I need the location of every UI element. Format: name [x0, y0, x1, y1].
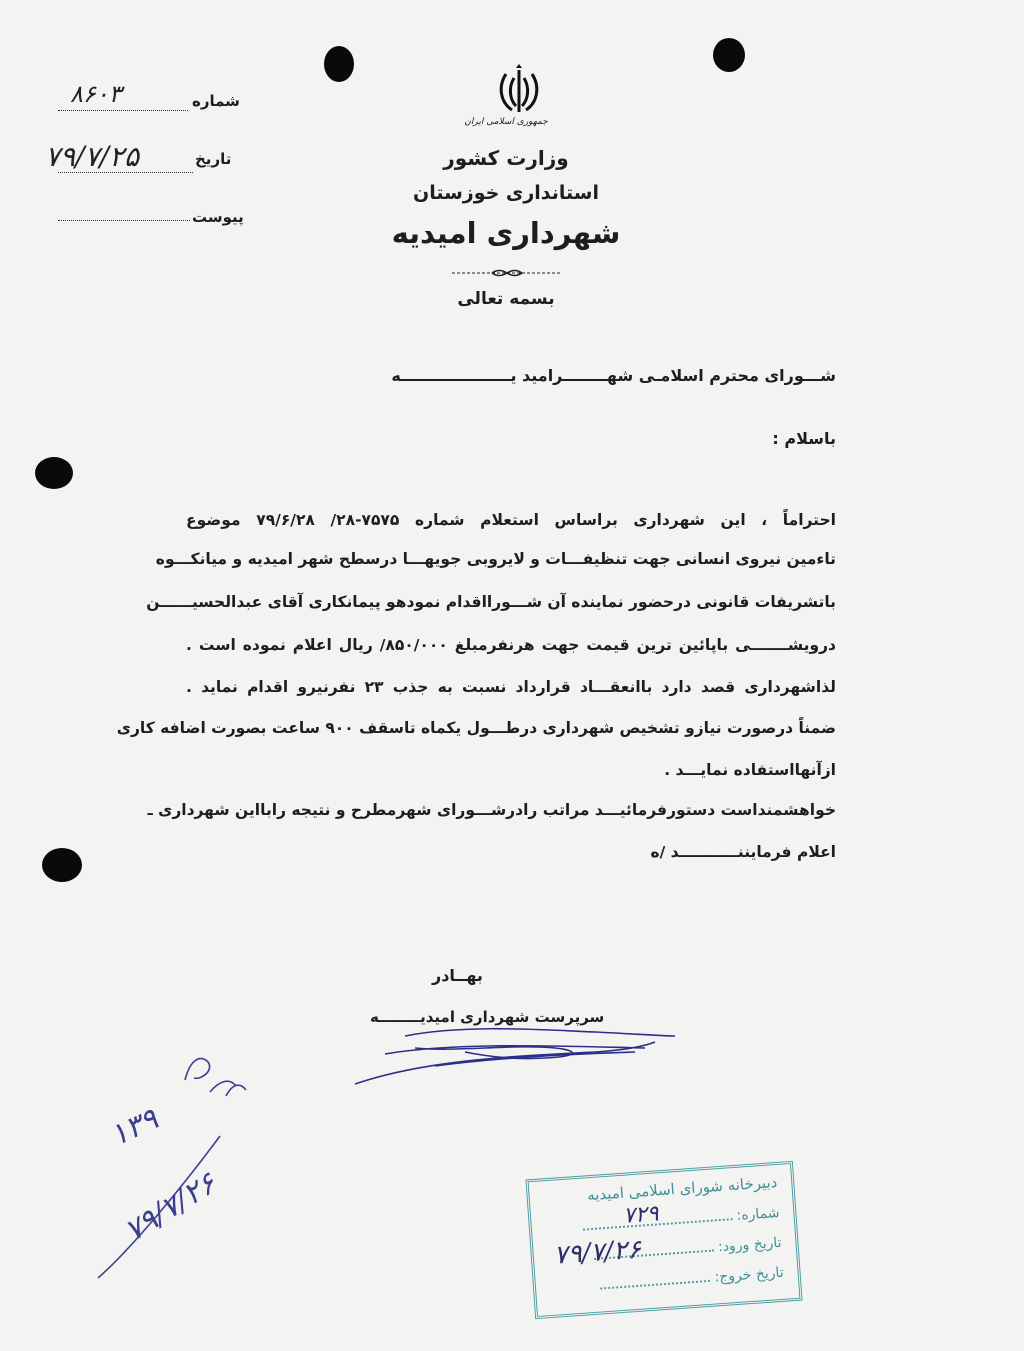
ornamental-divider: [452, 263, 562, 273]
receipt-stamp: [525, 1161, 802, 1319]
municipality-title: شهرداری امیدیه: [391, 216, 621, 250]
stamp-entry-value: ۷۹/۷/۲۶: [552, 1234, 643, 1271]
ministry-title: وزارت کشور: [443, 146, 569, 170]
date-value: ۷۹/۷/۲۵: [45, 140, 140, 173]
governorate-title: استانداری خوزستان: [412, 182, 599, 204]
bismillah: بسمه تعالی: [457, 289, 555, 309]
stamp-entry-label: تاریخ ورود:: [717, 1234, 783, 1256]
punch-hole: [324, 46, 354, 82]
punch-hole: [35, 457, 73, 489]
body-line: احتراماً ، این شهرداری براساس استعلام شماره ۷۵۷۵-۲۸/ ۷۹/۶/۲۸ موضوع: [186, 511, 836, 529]
stamp-number-label: شماره:: [736, 1204, 780, 1224]
body-line: ضمناً درصورت نیازو تشخیص شهرداری درطـــول یکماه تاسقف ۹۰۰ ساعت بصورت اضافه کاری: [116, 719, 836, 737]
number-label: شماره: [192, 92, 240, 110]
attachment-label: پیوست: [192, 208, 244, 226]
punch-hole: [713, 38, 745, 72]
stamp-title: دبیرخانه شورای اسلامی امیدیه: [586, 1172, 778, 1205]
stamp-number-value: ۷۲۹: [622, 1201, 660, 1229]
stamp-exit-label: تاریخ خروج:: [713, 1264, 785, 1286]
date-label: تاریخ: [195, 150, 232, 168]
emblem-caption: جمهوری اسلامی ایران: [464, 117, 548, 127]
handwritten-number: ۱۳۹: [104, 1101, 164, 1154]
body-line: ازآنهااستفاده نمایـــد .: [664, 761, 836, 779]
handwritten-note: [90, 1040, 280, 1280]
signatory-title: سرپرست شهرداری امیدیــــــــه: [370, 1008, 605, 1026]
signature: [345, 1022, 685, 1092]
body-line: اعلام فرمایننـــــــــــد /ه: [650, 843, 836, 861]
handwritten-date: ۷۹/۷/۲۶: [118, 1165, 223, 1250]
number-value: ۸۶۰۳: [70, 80, 122, 108]
addressee: شـــورای محترم اسلامـی شهــــــــرامید یــــــــــــــــــــه: [391, 366, 836, 385]
closing: بهــادر: [432, 966, 483, 985]
greeting: باسلام :: [772, 429, 836, 448]
body-line: لذاشهرداری قصد دارد باانعقـــاد قرارداد نسبت به جذب ۲۳ نفرنیرو اقدام نماید .: [186, 678, 836, 696]
punch-hole: [42, 848, 82, 882]
body-line: تاءمین نیروی انسانی جهت تنظیفـــات و لایروبی جویهـــا درسطح شهر امیدیه و میانکـــوه: [155, 550, 836, 568]
body-line: درویشـــــــی باپائین ترین قیمت جهت هرنفرمبلغ ۸۵۰/۰۰۰/ ریال اعلام نموده است .: [186, 636, 836, 654]
body-line: خواهشمنداست دستورفرمائیـــد مراتب رادرشـــورای شهرمطرح و نتیجه رابااین شهرداری ـ: [147, 801, 836, 819]
body-line: باتشریفات قانونی درحضور نماینده آن شـــورااقدام نمودهو پیمانکاری آقای عبدالحسیــــــن: [146, 593, 836, 611]
iran-emblem: [494, 64, 544, 118]
emblem-icon: [494, 64, 544, 118]
